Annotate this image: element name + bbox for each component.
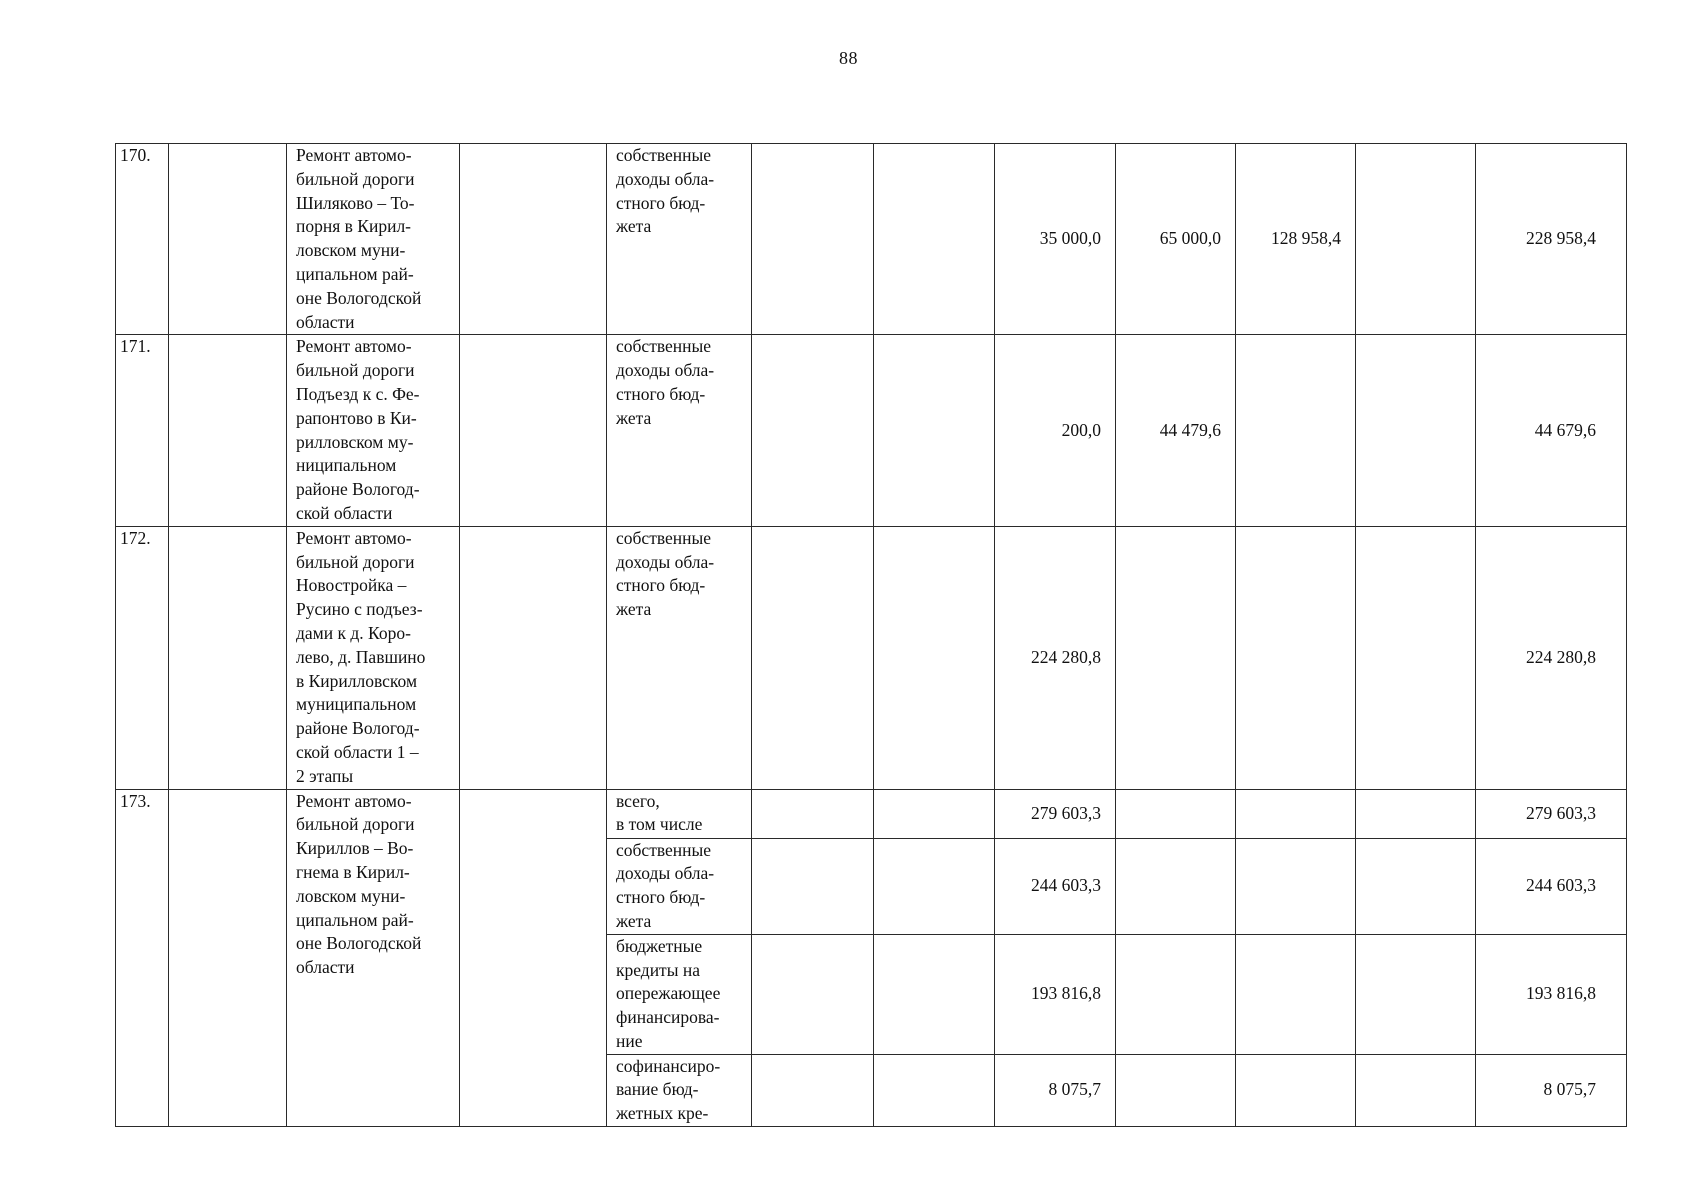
empty-cell [752,934,874,1054]
empty-cell [752,144,874,335]
amount-cell: 244 603,3 [995,838,1116,934]
amount-cell [1236,335,1356,526]
total-cell: 44 679,6 [1476,335,1627,526]
amount-cell: 44 479,6 [1116,335,1236,526]
row-number: 171. [116,335,169,526]
amount-cell: 193 816,8 [995,934,1116,1054]
empty-cell [169,526,287,789]
item-name: Ремонт автомо- бильной дороги Новостройка – Русино с подъез- дами к д. Коро- лево, д. Павшино в Кирилловском муниципальном районе Вологод- ской области 1 – 2 этапы [287,526,460,789]
table-row [116,526,1627,789]
row-number: 173. [116,789,169,1127]
empty-cell [752,789,874,838]
total-cell: 193 816,8 [1476,934,1627,1054]
total-cell: 279 603,3 [1476,789,1627,838]
empty-cell [169,789,287,1127]
funding-source: собственные доходы обла- стного бюд- жета [607,838,752,934]
empty-cell [460,144,607,335]
empty-cell [874,526,995,789]
empty-cell [460,789,607,1127]
amount-cell [1356,526,1476,789]
item-name: Ремонт автомо- бильной дороги Кириллов – Во- гнема в Кирил- ловском муни- ципальном рай- оне Вологодской области [287,789,460,1127]
amount-cell [1356,335,1476,526]
empty-cell [752,335,874,526]
funding-source: софинансиро- вание бюд- жетных кре- [607,1054,752,1126]
empty-cell [169,335,287,526]
amount-cell [1116,934,1236,1054]
amount-cell: 8 075,7 [995,1054,1116,1126]
amount-cell [1356,934,1476,1054]
amount-cell [1236,838,1356,934]
total-cell: 224 280,8 [1476,526,1627,789]
amount-cell: 224 280,8 [995,526,1116,789]
empty-cell [752,838,874,934]
total-cell: 228 958,4 [1476,144,1627,335]
amount-cell [1236,526,1356,789]
amount-cell [1116,526,1236,789]
empty-cell [460,335,607,526]
amount-cell [1116,1054,1236,1126]
table-row [116,335,1627,526]
empty-cell [874,838,995,934]
amount-cell [1356,1054,1476,1126]
empty-cell [874,789,995,838]
empty-cell [752,1054,874,1126]
empty-cell [874,144,995,335]
amount-cell [1356,838,1476,934]
budget-table [115,143,1627,1127]
amount-cell: 35 000,0 [995,144,1116,335]
amount-cell: 128 958,4 [1236,144,1356,335]
table-row [116,789,1627,838]
amount-cell [1236,1054,1356,1126]
amount-cell [1236,934,1356,1054]
item-name: Ремонт автомо- бильной дороги Подъезд к с. Фе- рапонтово в Ки- рилловском му- ниципальном районе Вологод- ской области [287,335,460,526]
amount-cell: 279 603,3 [995,789,1116,838]
funding-source: собственные доходы обла- стного бюд- жета [607,144,752,335]
total-cell: 8 075,7 [1476,1054,1627,1126]
amount-cell [1116,838,1236,934]
amount-cell: 200,0 [995,335,1116,526]
amount-cell [1356,789,1476,838]
funding-source: собственные доходы обла- стного бюд- жета [607,335,752,526]
funding-source: собственные доходы обла- стного бюд- жета [607,526,752,789]
empty-cell [169,144,287,335]
table-row [116,144,1627,335]
amount-cell [1116,789,1236,838]
row-number: 172. [116,526,169,789]
row-number: 170. [116,144,169,335]
amount-cell [1236,789,1356,838]
empty-cell [874,934,995,1054]
funding-source: бюджетные кредиты на опережающее финансирова- ние [607,934,752,1054]
amount-cell [1356,144,1476,335]
empty-cell [874,1054,995,1126]
page-number: 88 [839,48,858,68]
funding-source: всего, в том числе [607,789,752,838]
amount-cell: 65 000,0 [1116,144,1236,335]
empty-cell [874,335,995,526]
item-name: Ремонт автомо- бильной дороги Шиляково – То- порня в Кирил- ловском муни- ципальном рай- оне Вологодской области [287,144,460,335]
empty-cell [752,526,874,789]
empty-cell [460,526,607,789]
total-cell: 244 603,3 [1476,838,1627,934]
